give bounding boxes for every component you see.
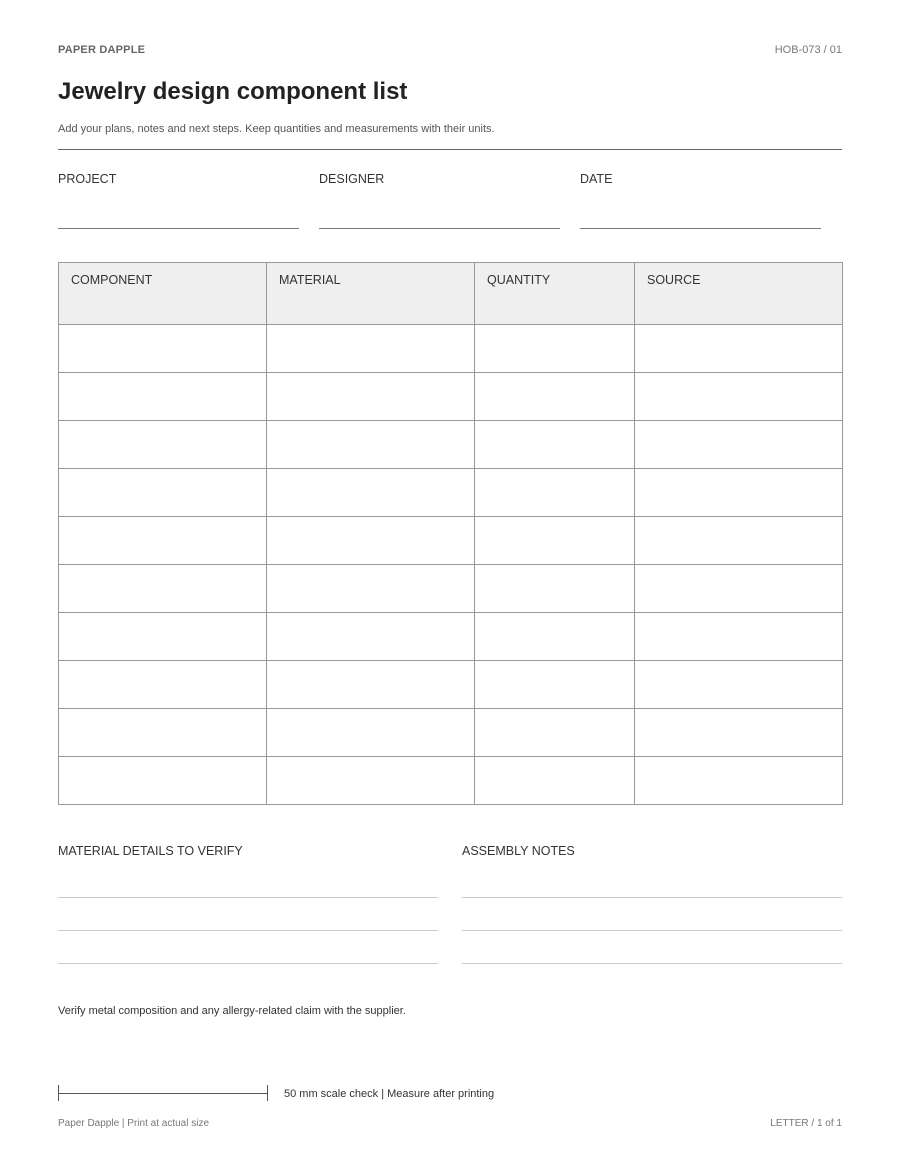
scale-check-text: 50 mm scale check | Measure after printing <box>284 1088 495 1100</box>
assembly-note-line[interactable] <box>462 897 842 898</box>
table-cell[interactable] <box>475 709 635 757</box>
column-header-component: COMPONENT <box>59 263 267 325</box>
table-cell[interactable] <box>59 517 267 565</box>
table-row <box>59 469 843 517</box>
table-row <box>59 565 843 613</box>
table-cell[interactable] <box>475 661 635 709</box>
footer-left: Paper Dapple | Print at actual size <box>58 1118 210 1129</box>
column-header-material: MATERIAL <box>267 263 475 325</box>
document-id: HOB-073 / 01 <box>774 44 842 56</box>
table-cell[interactable] <box>475 421 635 469</box>
page-subtitle: Add your plans, notes and next steps. Keep quantities and measurements with their units. <box>58 123 495 135</box>
table-header-row <box>59 263 843 325</box>
table-row <box>59 709 843 757</box>
table-cell[interactable] <box>475 469 635 517</box>
header-divider <box>58 149 842 150</box>
component-table <box>58 262 843 805</box>
column-header-source: SOURCE <box>635 263 843 325</box>
table-cell[interactable] <box>267 757 475 805</box>
table-cell[interactable] <box>475 373 635 421</box>
table-cell[interactable] <box>59 757 267 805</box>
assembly-note-line[interactable] <box>462 930 842 931</box>
table-row <box>59 613 843 661</box>
table-cell[interactable] <box>59 613 267 661</box>
material-details-label: MATERIAL DETAILS TO VERIFY <box>58 844 243 858</box>
page-title: Jewelry design component list <box>58 78 408 105</box>
table-cell[interactable] <box>475 613 635 661</box>
table-cell[interactable] <box>267 613 475 661</box>
table-cell[interactable] <box>267 421 475 469</box>
table-row <box>59 661 843 709</box>
table-cell[interactable] <box>475 757 635 805</box>
material-note-line[interactable] <box>58 963 438 964</box>
table-cell[interactable] <box>635 517 843 565</box>
table-cell[interactable] <box>635 469 843 517</box>
table-cell[interactable] <box>635 613 843 661</box>
date-label: DATE <box>580 172 613 186</box>
brand-name: PAPER DAPPLE <box>58 44 146 56</box>
table-cell[interactable] <box>475 325 635 373</box>
table-cell[interactable] <box>59 469 267 517</box>
table-row <box>59 373 843 421</box>
table-row <box>59 325 843 373</box>
supplier-warning: Verify metal composition and any allergy-related claim with the supplier. <box>58 1005 406 1017</box>
material-note-line[interactable] <box>58 897 438 898</box>
table-cell[interactable] <box>267 661 475 709</box>
table-cell[interactable] <box>635 565 843 613</box>
project-field[interactable] <box>58 228 299 229</box>
table-cell[interactable] <box>635 421 843 469</box>
table-cell[interactable] <box>59 565 267 613</box>
table-cell[interactable] <box>635 757 843 805</box>
table-cell[interactable] <box>267 325 475 373</box>
table-cell[interactable] <box>59 661 267 709</box>
scale-bar <box>58 1093 267 1094</box>
column-header-quantity: QUANTITY <box>475 263 635 325</box>
table-cell[interactable] <box>635 709 843 757</box>
table-cell[interactable] <box>267 565 475 613</box>
table-row <box>59 757 843 805</box>
assembly-note-line[interactable] <box>462 963 842 964</box>
designer-field[interactable] <box>319 228 560 229</box>
table-cell[interactable] <box>59 325 267 373</box>
table-cell[interactable] <box>267 373 475 421</box>
table-cell[interactable] <box>635 661 843 709</box>
table-cell[interactable] <box>635 325 843 373</box>
table-cell[interactable] <box>635 373 843 421</box>
date-field[interactable] <box>580 228 821 229</box>
table-cell[interactable] <box>59 421 267 469</box>
designer-label: DESIGNER <box>319 172 385 186</box>
table-cell[interactable] <box>59 373 267 421</box>
table-row <box>59 421 843 469</box>
assembly-notes-label: ASSEMBLY NOTES <box>462 844 575 858</box>
table-cell[interactable] <box>267 709 475 757</box>
material-note-line[interactable] <box>58 930 438 931</box>
project-label: PROJECT <box>58 172 117 186</box>
table-cell[interactable] <box>267 469 475 517</box>
footer-right: LETTER / 1 of 1 <box>770 1118 842 1129</box>
table-cell[interactable] <box>475 565 635 613</box>
scale-bar-tick-right <box>267 1085 268 1101</box>
table-cell[interactable] <box>267 517 475 565</box>
table-cell[interactable] <box>475 517 635 565</box>
table-row <box>59 517 843 565</box>
table-cell[interactable] <box>59 709 267 757</box>
